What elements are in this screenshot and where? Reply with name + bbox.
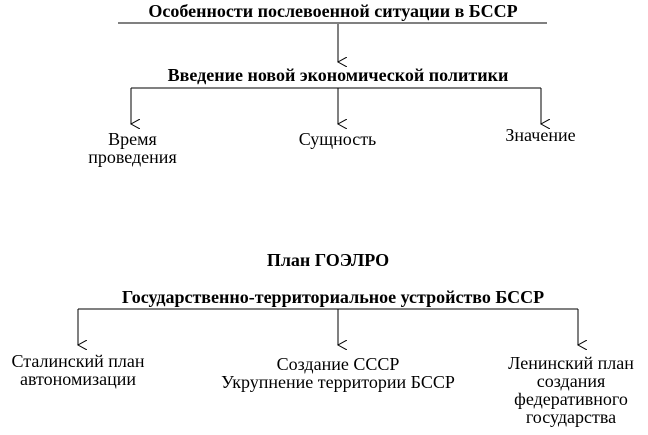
diagram-title: Особенности послевоенной ситуации в БССР (148, 1, 518, 21)
nep-branch-time: Время проведения (88, 129, 177, 167)
state-branch-ussr: Создание СССР Укрупнение территории БССР (221, 354, 455, 392)
state-branch-stalin: Сталинский план автономизации (11, 351, 145, 389)
goelro-title: План ГОЭЛРО (266, 250, 390, 270)
state-title: Государственно-территориальное устройство БССР (121, 287, 545, 307)
nep-branch-significance: Значение (505, 125, 576, 145)
nep-branch-essence: Сущность (298, 129, 377, 149)
state-branch-lenin: Ленинский план создания федеративного государства (508, 353, 634, 427)
nep-title: Введение новой экономической политики (167, 65, 509, 85)
